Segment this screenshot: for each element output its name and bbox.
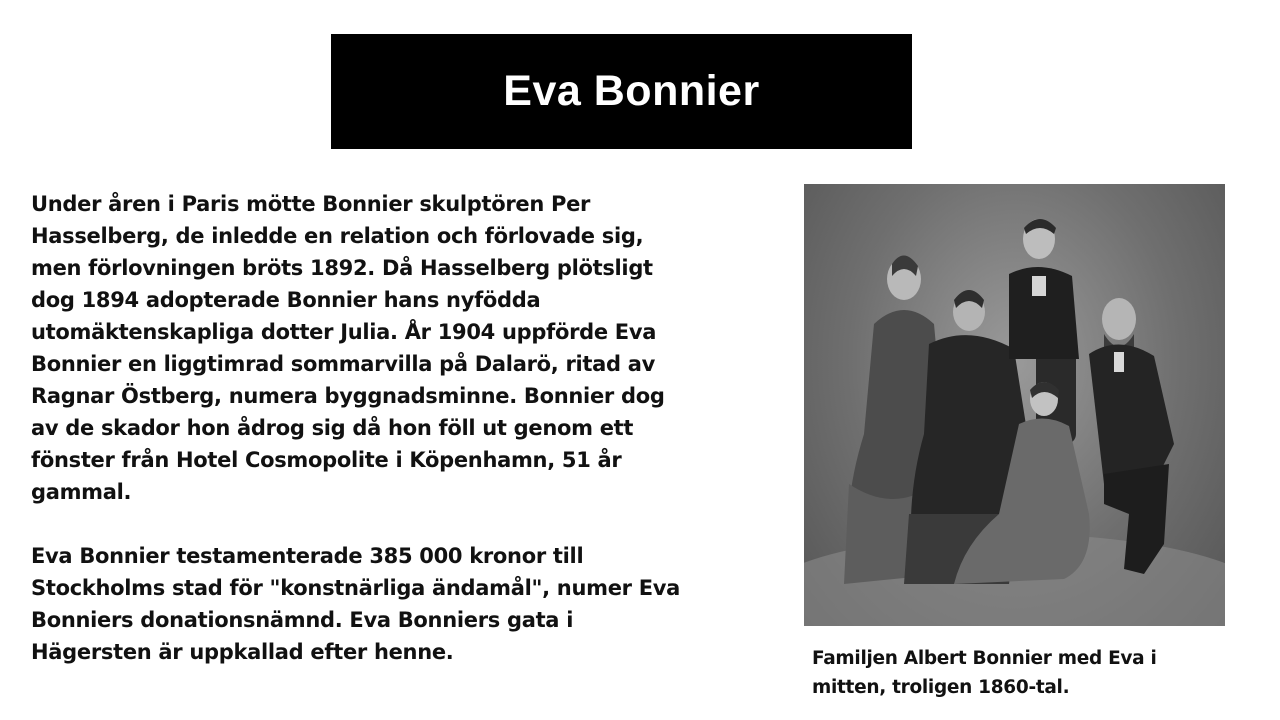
- paragraph-2: Eva Bonnier testamenterade 385 000 kronor till Stockholms stad för "konstnärliga ändamål", numer Eva Bonniers donationsnämnd. Eva Bonniers gata i Hägersten är uppkallad efter henne.: [31, 544, 681, 664]
- body-text: [31, 188, 681, 668]
- slide-title: Eva Bonnier: [503, 67, 760, 115]
- paragraph-1: Under åren i Paris mötte Bonnier skulptören Per Hasselberg, de inledde en relation och förlovade sig, men förlovningen bröts 1892. Då Hasselberg plötsligt dog 1894 adopterade Bonnier hans nyfödda utomäktenskapliga dotter Julia. År 1904 uppförde Eva Bonnier en liggtimrad sommarvilla på Dalarö, ritad av Ragnar Östberg, numera byggnadsminne. Bonnier dog av de skador hon ådrog sig då hon föll ut genom ett fönster från Hotel Cosmopolite i Köpenhamn, 51 år gammal.: [31, 192, 665, 504]
- photo-caption: Familjen Albert Bonnier med Eva i mitten, troligen 1860-tal.: [812, 648, 1157, 698]
- title-banner: [331, 34, 912, 149]
- family-photo: [804, 184, 1225, 626]
- family-photo-illustration: [804, 184, 1225, 626]
